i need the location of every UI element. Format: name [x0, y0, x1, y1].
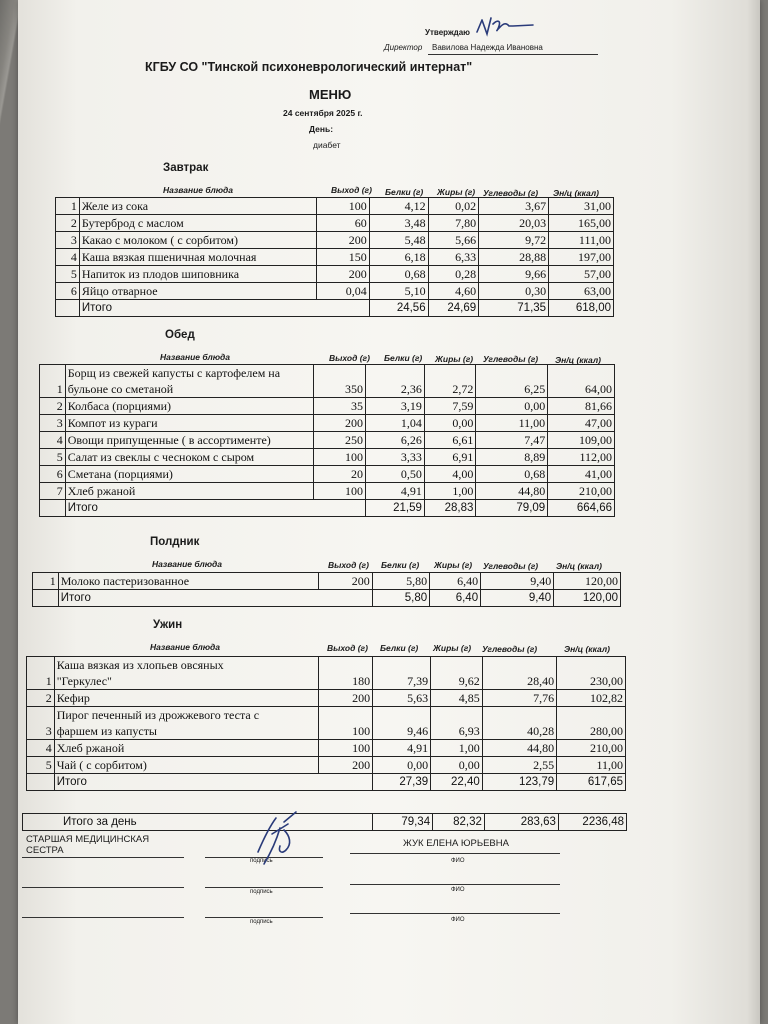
energy-value: 31,00 [549, 198, 614, 215]
protein-value: 9,46 [373, 707, 431, 740]
total-energy: 120,00 [554, 590, 621, 607]
row-number: 4 [27, 740, 55, 757]
director-label: Директор [384, 43, 423, 52]
col-energy: Эн/ц (ккал) [553, 188, 599, 198]
col-yield: Выход (г) [327, 643, 368, 653]
table-row [56, 266, 614, 283]
sign-caption: подпись [250, 919, 273, 925]
yield-value: 200 [318, 690, 373, 707]
energy-value: 41,00 [548, 466, 615, 483]
energy-value: 57,00 [549, 266, 614, 283]
row-number: 1 [56, 198, 80, 215]
dish-name: Салат из свеклы с чесноком с сыром [65, 449, 313, 466]
day-total-fat: 82,32 [433, 814, 485, 831]
table-day-total [22, 813, 627, 831]
row-number: 1 [40, 365, 66, 398]
fat-value: 1,00 [424, 483, 476, 500]
dish-name: Овощи припущенные ( в ассортименте) [65, 432, 313, 449]
yield-value: 35 [313, 398, 366, 415]
fat-value: 6,61 [424, 432, 476, 449]
carbs-value: 9,40 [481, 573, 554, 590]
col-protein: Белки (г) [385, 187, 424, 197]
table-row [33, 573, 621, 590]
carbs-value: 6,25 [476, 365, 548, 398]
carbs-value: 20,03 [479, 215, 549, 232]
dish-name [54, 707, 318, 740]
yield-value: 180 [318, 657, 373, 690]
sign-line [22, 917, 184, 918]
protein-value: 7,39 [373, 657, 431, 690]
day-total-protein: 79,34 [373, 814, 433, 831]
table-row [56, 249, 614, 266]
row-number: 3 [56, 232, 80, 249]
table-dinner [26, 656, 626, 791]
approve-label: Утверждаю [425, 28, 470, 37]
fat-value: 7,80 [428, 215, 479, 232]
energy-value: 64,00 [548, 365, 615, 398]
total-protein: 24,56 [369, 300, 428, 317]
fat-value: 0,00 [431, 757, 483, 774]
protein-value: 5,63 [373, 690, 431, 707]
empty-cell [313, 500, 366, 517]
total-fat: 24,69 [428, 300, 479, 317]
energy-value: 81,66 [548, 398, 615, 415]
table-row [40, 432, 615, 449]
carbs-value: 9,72 [479, 232, 549, 249]
row-number: 2 [56, 215, 80, 232]
yield-value: 350 [313, 365, 366, 398]
carbs-value: 0,00 [476, 398, 548, 415]
dish-name: Сметана (порциями) [65, 466, 313, 483]
empty-cell [319, 590, 372, 607]
yield-value: 100 [318, 740, 373, 757]
fat-value: 6,33 [428, 249, 479, 266]
dish-name: Хлеб ржаной [65, 483, 313, 500]
table-row [56, 198, 614, 215]
dish-name: Кефир [54, 690, 318, 707]
sign-line [205, 887, 323, 888]
day-total-row [23, 814, 627, 831]
total-carbs: 123,79 [482, 774, 556, 791]
org-title: КГБУ СО "Тинской психоневрологический интернат" [145, 60, 473, 74]
yield-value: 100 [313, 449, 366, 466]
yield-value: 200 [318, 757, 373, 774]
total-fat: 6,40 [430, 590, 481, 607]
dish-name-line: бульоне со сметаной [67, 382, 174, 396]
row-number: 4 [56, 249, 80, 266]
dish-name-line: Борщ из свежей капусты с картофелем на [67, 366, 281, 380]
empty-cell [317, 300, 370, 317]
yield-value: 200 [319, 573, 372, 590]
col-energy: Эн/ц (ккал) [555, 355, 601, 365]
sign-caption: подпись [250, 858, 273, 864]
carbs-value: 44,80 [482, 740, 556, 757]
total-label: Итого [65, 500, 313, 517]
dish-name: Хлеб ржаной [54, 740, 318, 757]
energy-value: 112,00 [548, 449, 615, 466]
protein-value: 6,26 [366, 432, 425, 449]
table-snack [32, 572, 621, 607]
col-fat: Жиры (г) [437, 187, 476, 197]
section-title-dinner: Ужин [153, 619, 183, 631]
table-row [56, 283, 614, 300]
director-signature [473, 10, 543, 45]
total-carbs: 9,40 [481, 590, 554, 607]
table-lunch [39, 364, 615, 517]
fat-value: 9,62 [431, 657, 483, 690]
day-total-carbs: 283,63 [484, 814, 558, 831]
row-number: 1 [33, 573, 59, 590]
energy-value: 102,82 [557, 690, 626, 707]
col-carbs: Углеводы (г) [483, 188, 539, 198]
signer-name: ЖУК ЕЛЕНА ЮРЬЕВНА [403, 838, 509, 849]
table-row [40, 415, 615, 432]
dish-name: Чай ( с сорбитом) [54, 757, 318, 774]
row-number: 6 [40, 466, 66, 483]
protein-value: 4,12 [369, 198, 428, 215]
total-energy: 618,00 [549, 300, 614, 317]
table-row [27, 690, 626, 707]
total-protein: 27,39 [373, 774, 431, 791]
day-total-energy: 2236,48 [558, 814, 626, 831]
col-yield: Выход (г) [331, 185, 372, 195]
row-number: 2 [40, 398, 66, 415]
protein-value: 5,48 [369, 232, 428, 249]
table-row [40, 449, 615, 466]
yield-value: 200 [317, 232, 370, 249]
energy-value: 197,00 [549, 249, 614, 266]
yield-value: 100 [318, 707, 373, 740]
col-carbs: Углеводы (г) [483, 354, 539, 364]
col-fat: Жиры (г) [435, 354, 474, 364]
day-total-label: Итого за день [23, 814, 322, 831]
yield-value: 20 [313, 466, 366, 483]
row-number: 7 [40, 483, 66, 500]
table-row [56, 215, 614, 232]
col-name: Название блюда [163, 185, 234, 195]
carbs-value: 8,89 [476, 449, 548, 466]
carbs-value: 0,30 [479, 283, 549, 300]
energy-value: 11,00 [557, 757, 626, 774]
protein-value: 3,33 [366, 449, 425, 466]
row-number: 5 [40, 449, 66, 466]
carbs-value: 9,66 [479, 266, 549, 283]
table-row [27, 657, 626, 690]
director-underline [428, 54, 598, 55]
energy-value: 280,00 [557, 707, 626, 740]
name-line [350, 884, 560, 885]
total-carbs: 71,35 [479, 300, 549, 317]
table-row [40, 483, 615, 500]
col-carbs: Углеводы (г) [482, 644, 538, 654]
yield-value: 150 [317, 249, 370, 266]
fio-caption: ФИО [451, 858, 465, 864]
dish-name: Каша вязкая пшеничная молочная [79, 249, 316, 266]
carbs-value: 28,88 [479, 249, 549, 266]
sign-line [22, 857, 184, 858]
row-number: 1 [27, 657, 55, 690]
total-energy: 617,65 [557, 774, 626, 791]
director-name: Вавилова Надежда Ивановна [432, 43, 543, 52]
dish-name-line: Каша вязкая из хлопьев овсяных [56, 658, 224, 672]
section-title-snack: Полдник [150, 536, 200, 548]
paper-edge [748, 0, 760, 1024]
carbs-value: 7,47 [476, 432, 548, 449]
energy-value: 111,00 [549, 232, 614, 249]
col-protein: Белки (г) [381, 560, 420, 570]
total-row [27, 774, 626, 791]
dish-name-line: "Геркулес" [56, 674, 112, 688]
carbs-value: 0,68 [476, 466, 548, 483]
fio-caption: ФИО [451, 917, 465, 923]
section-title-lunch: Обед [165, 329, 195, 341]
yield-value: 200 [317, 266, 370, 283]
carbs-value: 3,67 [479, 198, 549, 215]
empty-cell [33, 590, 59, 607]
col-yield: Выход (г) [328, 560, 369, 570]
col-fat: Жиры (г) [433, 643, 472, 653]
energy-value: 230,00 [557, 657, 626, 690]
carbs-value: 11,00 [476, 415, 548, 432]
fat-value: 0,02 [428, 198, 479, 215]
col-fat: Жиры (г) [434, 560, 473, 570]
day-label: День: [309, 124, 334, 134]
dish-name [54, 657, 318, 690]
dish-name [65, 365, 313, 398]
dish-name: Молоко пастеризованное [58, 573, 319, 590]
fat-value: 7,59 [424, 398, 476, 415]
section-title-breakfast: Завтрак [163, 162, 209, 174]
nurse-title-2: СЕСТРА [26, 845, 64, 856]
protein-value: 4,91 [373, 740, 431, 757]
protein-value: 0,00 [373, 757, 431, 774]
fat-value: 4,60 [428, 283, 479, 300]
total-row [33, 590, 621, 607]
dish-name: Напиток из плодов шиповника [79, 266, 316, 283]
energy-value: 165,00 [549, 215, 614, 232]
table-row [27, 757, 626, 774]
row-number: 3 [27, 707, 55, 740]
name-line [350, 853, 560, 854]
row-number: 6 [56, 283, 80, 300]
empty-cell [318, 774, 373, 791]
carbs-value: 40,28 [482, 707, 556, 740]
diet-type: диабет [313, 140, 341, 150]
empty-cell [56, 300, 80, 317]
protein-value: 1,04 [366, 415, 425, 432]
yield-value: 200 [313, 415, 366, 432]
empty-cell [40, 500, 66, 517]
col-protein: Белки (г) [380, 643, 419, 653]
yield-value: 0,04 [317, 283, 370, 300]
total-label: Итого [58, 590, 319, 607]
dish-name: Бутерброд с маслом [79, 215, 316, 232]
col-protein: Белки (г) [384, 353, 423, 363]
total-carbs: 79,09 [476, 500, 548, 517]
total-row [40, 500, 615, 517]
energy-value: 210,00 [557, 740, 626, 757]
protein-value: 5,10 [369, 283, 428, 300]
total-row [56, 300, 614, 317]
empty-cell [27, 774, 55, 791]
carbs-value: 7,76 [482, 690, 556, 707]
sign-caption: подпись [250, 889, 273, 895]
fat-value: 5,66 [428, 232, 479, 249]
table-row [40, 365, 615, 398]
fat-value: 6,93 [431, 707, 483, 740]
fat-value: 2,72 [424, 365, 476, 398]
dish-name: Яйцо отварное [79, 283, 316, 300]
dish-name: Колбаса (порциями) [65, 398, 313, 415]
col-name: Название блюда [152, 559, 223, 569]
row-number: 4 [40, 432, 66, 449]
total-fat: 28,83 [424, 500, 476, 517]
col-yield: Выход (г) [329, 353, 370, 363]
protein-value: 5,80 [372, 573, 429, 590]
total-label: Итого [79, 300, 316, 317]
energy-value: 109,00 [548, 432, 615, 449]
table-row [27, 740, 626, 757]
energy-value: 210,00 [548, 483, 615, 500]
protein-value: 4,91 [366, 483, 425, 500]
protein-value: 0,68 [369, 266, 428, 283]
table-row [27, 707, 626, 740]
fat-value: 6,40 [430, 573, 481, 590]
col-energy: Эн/ц (ккал) [564, 644, 610, 654]
total-label: Итого [54, 774, 318, 791]
dish-name-line: фаршем из капусты [56, 724, 157, 738]
protein-value: 2,36 [366, 365, 425, 398]
energy-value: 47,00 [548, 415, 615, 432]
row-number: 3 [40, 415, 66, 432]
carbs-value: 44,80 [476, 483, 548, 500]
sign-line [22, 887, 184, 888]
total-protein: 5,80 [372, 590, 429, 607]
energy-value: 63,00 [549, 283, 614, 300]
protein-value: 0,50 [366, 466, 425, 483]
nurse-signature [250, 808, 310, 877]
col-energy: Эн/ц (ккал) [556, 561, 602, 571]
menu-date: 24 сентября 2025 г. [283, 108, 363, 118]
carbs-value: 2,55 [482, 757, 556, 774]
name-line [350, 913, 560, 914]
dish-name-line: Пирог печенный из дрожжевого теста с [56, 708, 260, 722]
dish-name: Компот из кураги [65, 415, 313, 432]
col-name: Название блюда [150, 642, 221, 652]
total-energy: 664,66 [548, 500, 615, 517]
fat-value: 6,91 [424, 449, 476, 466]
fat-value: 0,28 [428, 266, 479, 283]
nurse-title-1: СТАРШАЯ МЕДИЦИНСКАЯ [26, 834, 150, 845]
col-carbs: Углеводы (г) [483, 561, 539, 571]
table-row [56, 232, 614, 249]
yield-value: 250 [313, 432, 366, 449]
row-number: 5 [56, 266, 80, 283]
row-number: 2 [27, 690, 55, 707]
protein-value: 3,48 [369, 215, 428, 232]
row-number: 5 [27, 757, 55, 774]
sign-line [205, 917, 323, 918]
yield-value: 100 [313, 483, 366, 500]
table-breakfast [55, 197, 614, 317]
total-fat: 22,40 [431, 774, 483, 791]
total-protein: 21,59 [366, 500, 425, 517]
col-name: Название блюда [160, 352, 231, 362]
energy-value: 120,00 [554, 573, 621, 590]
table-row [40, 466, 615, 483]
dish-name: Какао с молоком ( с сорбитом) [79, 232, 316, 249]
menu-title: МЕНЮ [309, 87, 352, 102]
dish-name: Желе из сока [79, 198, 316, 215]
table-row [40, 398, 615, 415]
yield-value: 100 [317, 198, 370, 215]
yield-value: 60 [317, 215, 370, 232]
fat-value: 1,00 [431, 740, 483, 757]
fat-value: 0,00 [424, 415, 476, 432]
carbs-value: 28,40 [482, 657, 556, 690]
protein-value: 3,19 [366, 398, 425, 415]
fat-value: 4,85 [431, 690, 483, 707]
fio-caption: ФИО [451, 887, 465, 893]
protein-value: 6,18 [369, 249, 428, 266]
fat-value: 4,00 [424, 466, 476, 483]
